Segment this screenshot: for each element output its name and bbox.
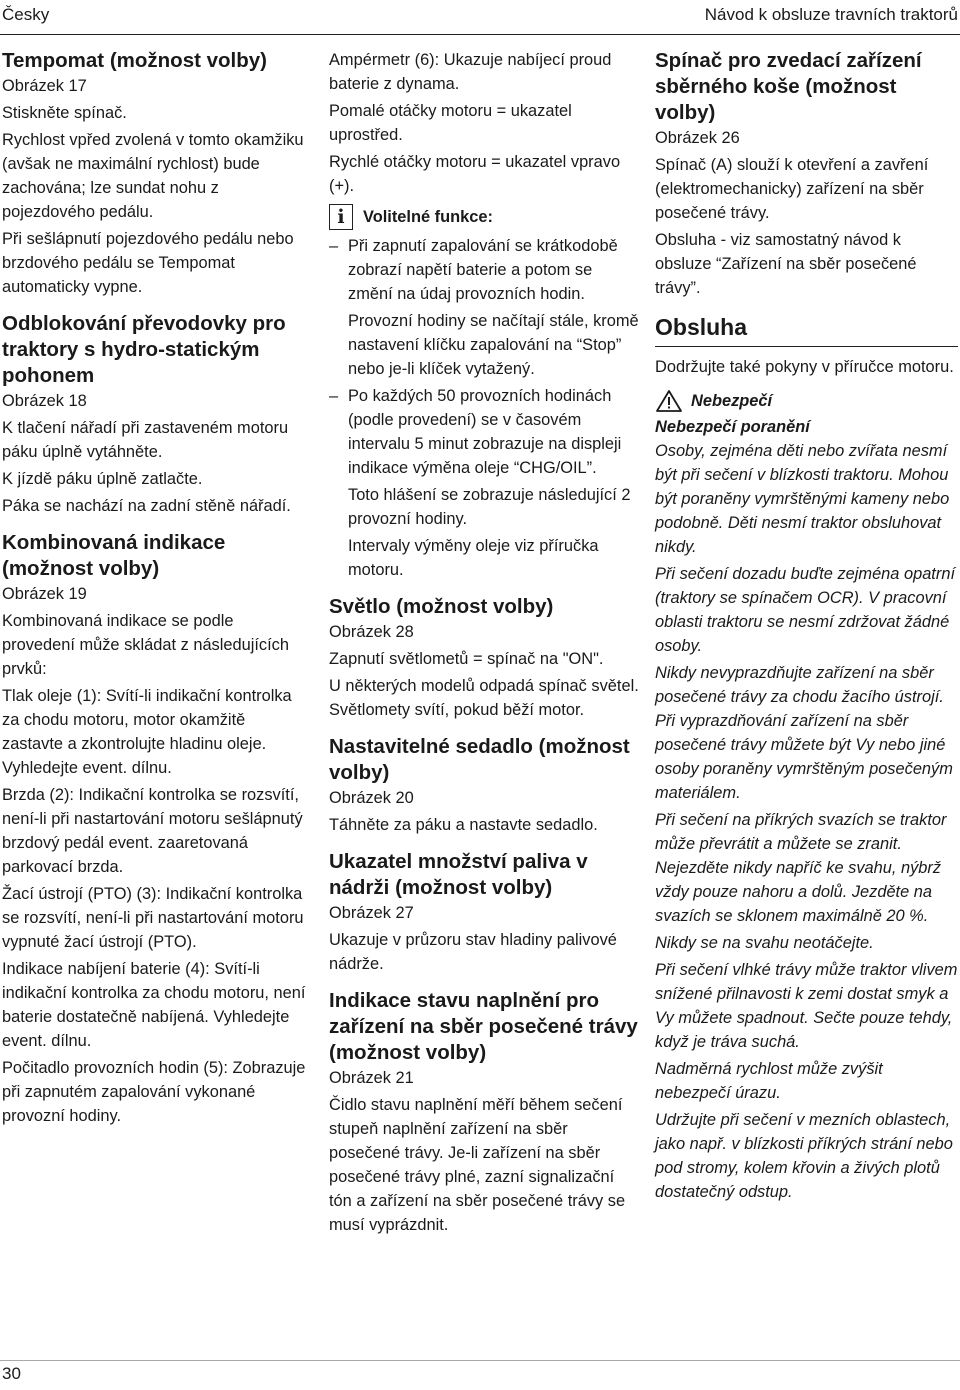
page-header (0, 0, 960, 35)
info-icon: i (329, 204, 353, 230)
paragraph: Při sečení vlhké trávy může traktor vlivem snížené přilnavosti k zemi dostat smyk a Vy můžete spadnout. Sečte pouze tehdy, když je tráva suchá. (655, 961, 958, 1051)
paragraph: Ukazuje v průzoru stav hladiny palivové nádrže. (329, 931, 617, 973)
paragraph: Rychlost vpřed zvolená v tomto okamžiku (avšak ne maximální rychlost) bude zachována; lze sundat nohu z pojezdového pedálu. (2, 131, 304, 221)
paragraph: Dodržujte také pokyny v příručce motoru. (655, 358, 954, 376)
paragraph: Stiskněte spínač. (2, 104, 127, 122)
figure-ref: Obrázek 20 (329, 789, 414, 807)
paragraph: Rychlé otáčky motoru = ukazatel vpravo (+). (329, 153, 621, 195)
warning-title: Nebezpečí (691, 392, 773, 410)
section-combined-indicator (2, 530, 308, 1128)
paragraph: U některých modelů odpadá spínač světel. Světlomety svítí, pokud běží motor. (329, 677, 639, 719)
paragraph: Toto hlášení se zobrazuje následující 2 provozní hodiny. (348, 486, 631, 528)
section-fuel-gauge (329, 849, 641, 976)
paragraph: Nadměrná rychlost může zvýšit nebezpečí úrazu. (655, 1060, 883, 1102)
paragraph: Tlak oleje (1): Svítí-li indikační kontrolka za chodu motoru, motor okamžitě zastavte a zkontrolujte hladinu oleje. Vyhledejte event. dílnu. (2, 687, 292, 777)
section-tempomat (2, 48, 308, 299)
section-lift-switch (655, 48, 958, 300)
paragraph: Osoby, zejména děti nebo zvířata nesmí být při sečení v blízkosti traktoru. Mohou být poraněny vymrštěnými kameny nebo podobně. Děti nesmí traktor obsluhovat nikdy. (655, 442, 950, 556)
list-item (329, 384, 641, 582)
paragraph: Provozní hodiny se načítají stále, kromě nastavení klíčku zapalování na “Stop” nebo je-li klíček vytažený. (348, 312, 639, 378)
paragraph: Brzda (2): Indikační kontrolka se rozsvítí, není-li při nastartování motoru sešlápnutý brzdový pedál event. zaaretovaná parkovací brzda. (2, 786, 303, 876)
section-operation (655, 312, 958, 379)
paragraph: Počitadlo provozních hodin (5): Zobrazuje při zapnutém zapalování vykonané provozní hodiny. (2, 1059, 306, 1125)
warning-heading (655, 389, 958, 413)
paragraph: Kombinovaná indikace se podle provedení může skládat z následujících prvků: (2, 612, 289, 678)
section-title: Indikace stavu naplnění pro zařízení na sběr posečené trávy (možnost volby) (329, 989, 638, 1064)
section-title: Odblokování převodovky pro traktory s hydro-statickým pohonem (2, 312, 286, 387)
paragraph: Táhněte za páku a nastavte sedadlo. (329, 816, 598, 834)
column-3 (655, 48, 958, 1207)
section-ammeter (329, 48, 641, 198)
figure-ref: Obrázek 21 (329, 1069, 414, 1087)
section-adjustable-seat (329, 734, 641, 837)
section-title: Spínač pro zvedací zařízení sběrného koše (možnost volby) (655, 49, 922, 124)
paragraph: Ampérmetr (6): Ukazuje nabíjecí proud baterie z dynama. (329, 51, 612, 93)
paragraph: Páka se nachází na zadní stěně nářadí. (2, 497, 291, 515)
note-title: Volitelné funkce: (363, 208, 493, 226)
note-list (329, 234, 641, 582)
column-1 (2, 48, 308, 1131)
header-language: Česky (2, 5, 50, 24)
paragraph: Čidlo stavu naplnění měří během sečení stupeň naplnění zařízení na sběr posečené trávy. Je-li zařízení na sběr posečené trávy plné, zazní signalizační tón a zařízení na sběr posečené trávy se musí vyprázdnit. (329, 1096, 626, 1234)
paragraph: Spínač (A) slouží k otevření a zavření (elektromechanicky) zařízení na sběr posečené trávy. (655, 156, 929, 222)
paragraph: Obsluha - viz samostatný návod k obsluze “Zařízení na sběr posečené trávy”. (655, 231, 917, 297)
paragraph: K jízdě páku úplně zatlačte. (2, 470, 203, 488)
section-light (329, 594, 641, 722)
header-title: Návod k obsluze travních traktorů (704, 5, 958, 24)
paragraph: Pomalé otáčky motoru = ukazatel uprostřed. (329, 102, 572, 144)
section-fill-indicator (329, 988, 641, 1237)
section-title: Světlo (možnost volby) (329, 595, 554, 618)
paragraph: Nikdy se na svahu neotáčejte. (655, 934, 874, 952)
paragraph: – Při zapnutí zapalování se krátkodobě zobrazí napětí baterie a potom se změní na údaj provozních hodin. (348, 237, 618, 303)
note-heading (329, 204, 641, 230)
figure-ref: Obrázek 27 (329, 904, 414, 922)
paragraph: Při sečení dozadu buďte zejména opatrní (traktory se spínačem OCR). V pracovní oblasti traktoru se nesmí zdržovat žádné osoby. (655, 565, 955, 655)
paragraph: Žací ústrojí (PTO) (3): Indikační kontrolka se rozsvítí, není-li při nastartování motoru vypnuté žací ústrojí (PTO). (2, 885, 304, 951)
section-title: Kombinovaná indikace (možnost volby) (2, 531, 226, 580)
paragraph: Při sečení na příkrých svazích se traktor může převrátit a můžete se zranit. Nejezděte nikdy napříč ke svahu, nýbrž vždy pouze nahoru a dolů. Jezděte na svazích se sklonem maximálně 20 %. (655, 811, 947, 925)
paragraph: Zapnutí světlometů = spínač na "ON". (329, 650, 604, 668)
section-transmission-release (2, 311, 308, 518)
figure-ref: Obrázek 18 (2, 392, 87, 410)
warning-block (655, 389, 958, 1204)
figure-ref: Obrázek 17 (2, 77, 87, 95)
paragraph: K tlačení nářadí při zastaveném motoru páku úplně vytáhněte. (2, 419, 289, 461)
paragraph: – Po každých 50 provozních hodinách (podle provedení) se v časovém intervalu 5 minut zobrazuje na displeji indikace výměna oleje “CHG/OIL”. (348, 387, 622, 477)
warning-icon (655, 389, 683, 413)
section-title: Tempomat (možnost volby) (2, 49, 267, 72)
list-item (329, 234, 641, 381)
figure-ref: Obrázek 28 (329, 623, 414, 641)
warning-subtitle: Nebezpečí poranění (655, 418, 810, 436)
footer-rule (0, 1360, 960, 1361)
figure-ref: Obrázek 26 (655, 129, 740, 147)
paragraph: Indikace nabíjení baterie (4): Svítí-li indikační kontrolka za chodu motoru, není baterie dostatečně nabíjená. Vyhledejte event. dílnu. (2, 960, 306, 1050)
note-optional-functions (329, 204, 641, 582)
paragraph: Udržujte při sečení v mezních oblastech, jako např. v blízkosti příkrých strání nebo pod stromy, kolem křovin a živých plotů dostatečný odstup. (655, 1111, 953, 1201)
column-2 (329, 48, 641, 1240)
figure-ref: Obrázek 19 (2, 585, 87, 603)
page-number: 30 (2, 1364, 21, 1383)
paragraph: Intervaly výměny oleje viz příručka motoru. (348, 537, 599, 579)
paragraph: Při sešlápnutí pojezdového pedálu nebo brzdového pedálu se Tempomat automaticky vypne. (2, 230, 294, 296)
chapter-title: Obsluha (655, 312, 958, 347)
section-title: Ukazatel množství paliva v nádrži (možnost volby) (329, 850, 588, 899)
paragraph: Nikdy nevyprazdňujte zařízení na sběr posečené trávy za chodu žacího ústrojí. Při vyprazdňování zařízení na sběr posečené trávy můžete být Vy nebo jiné osoby poraněny vymrštěným posečeným materiálem. (655, 664, 953, 802)
section-title: Nastavitelné sedadlo (možnost volby) (329, 735, 630, 784)
